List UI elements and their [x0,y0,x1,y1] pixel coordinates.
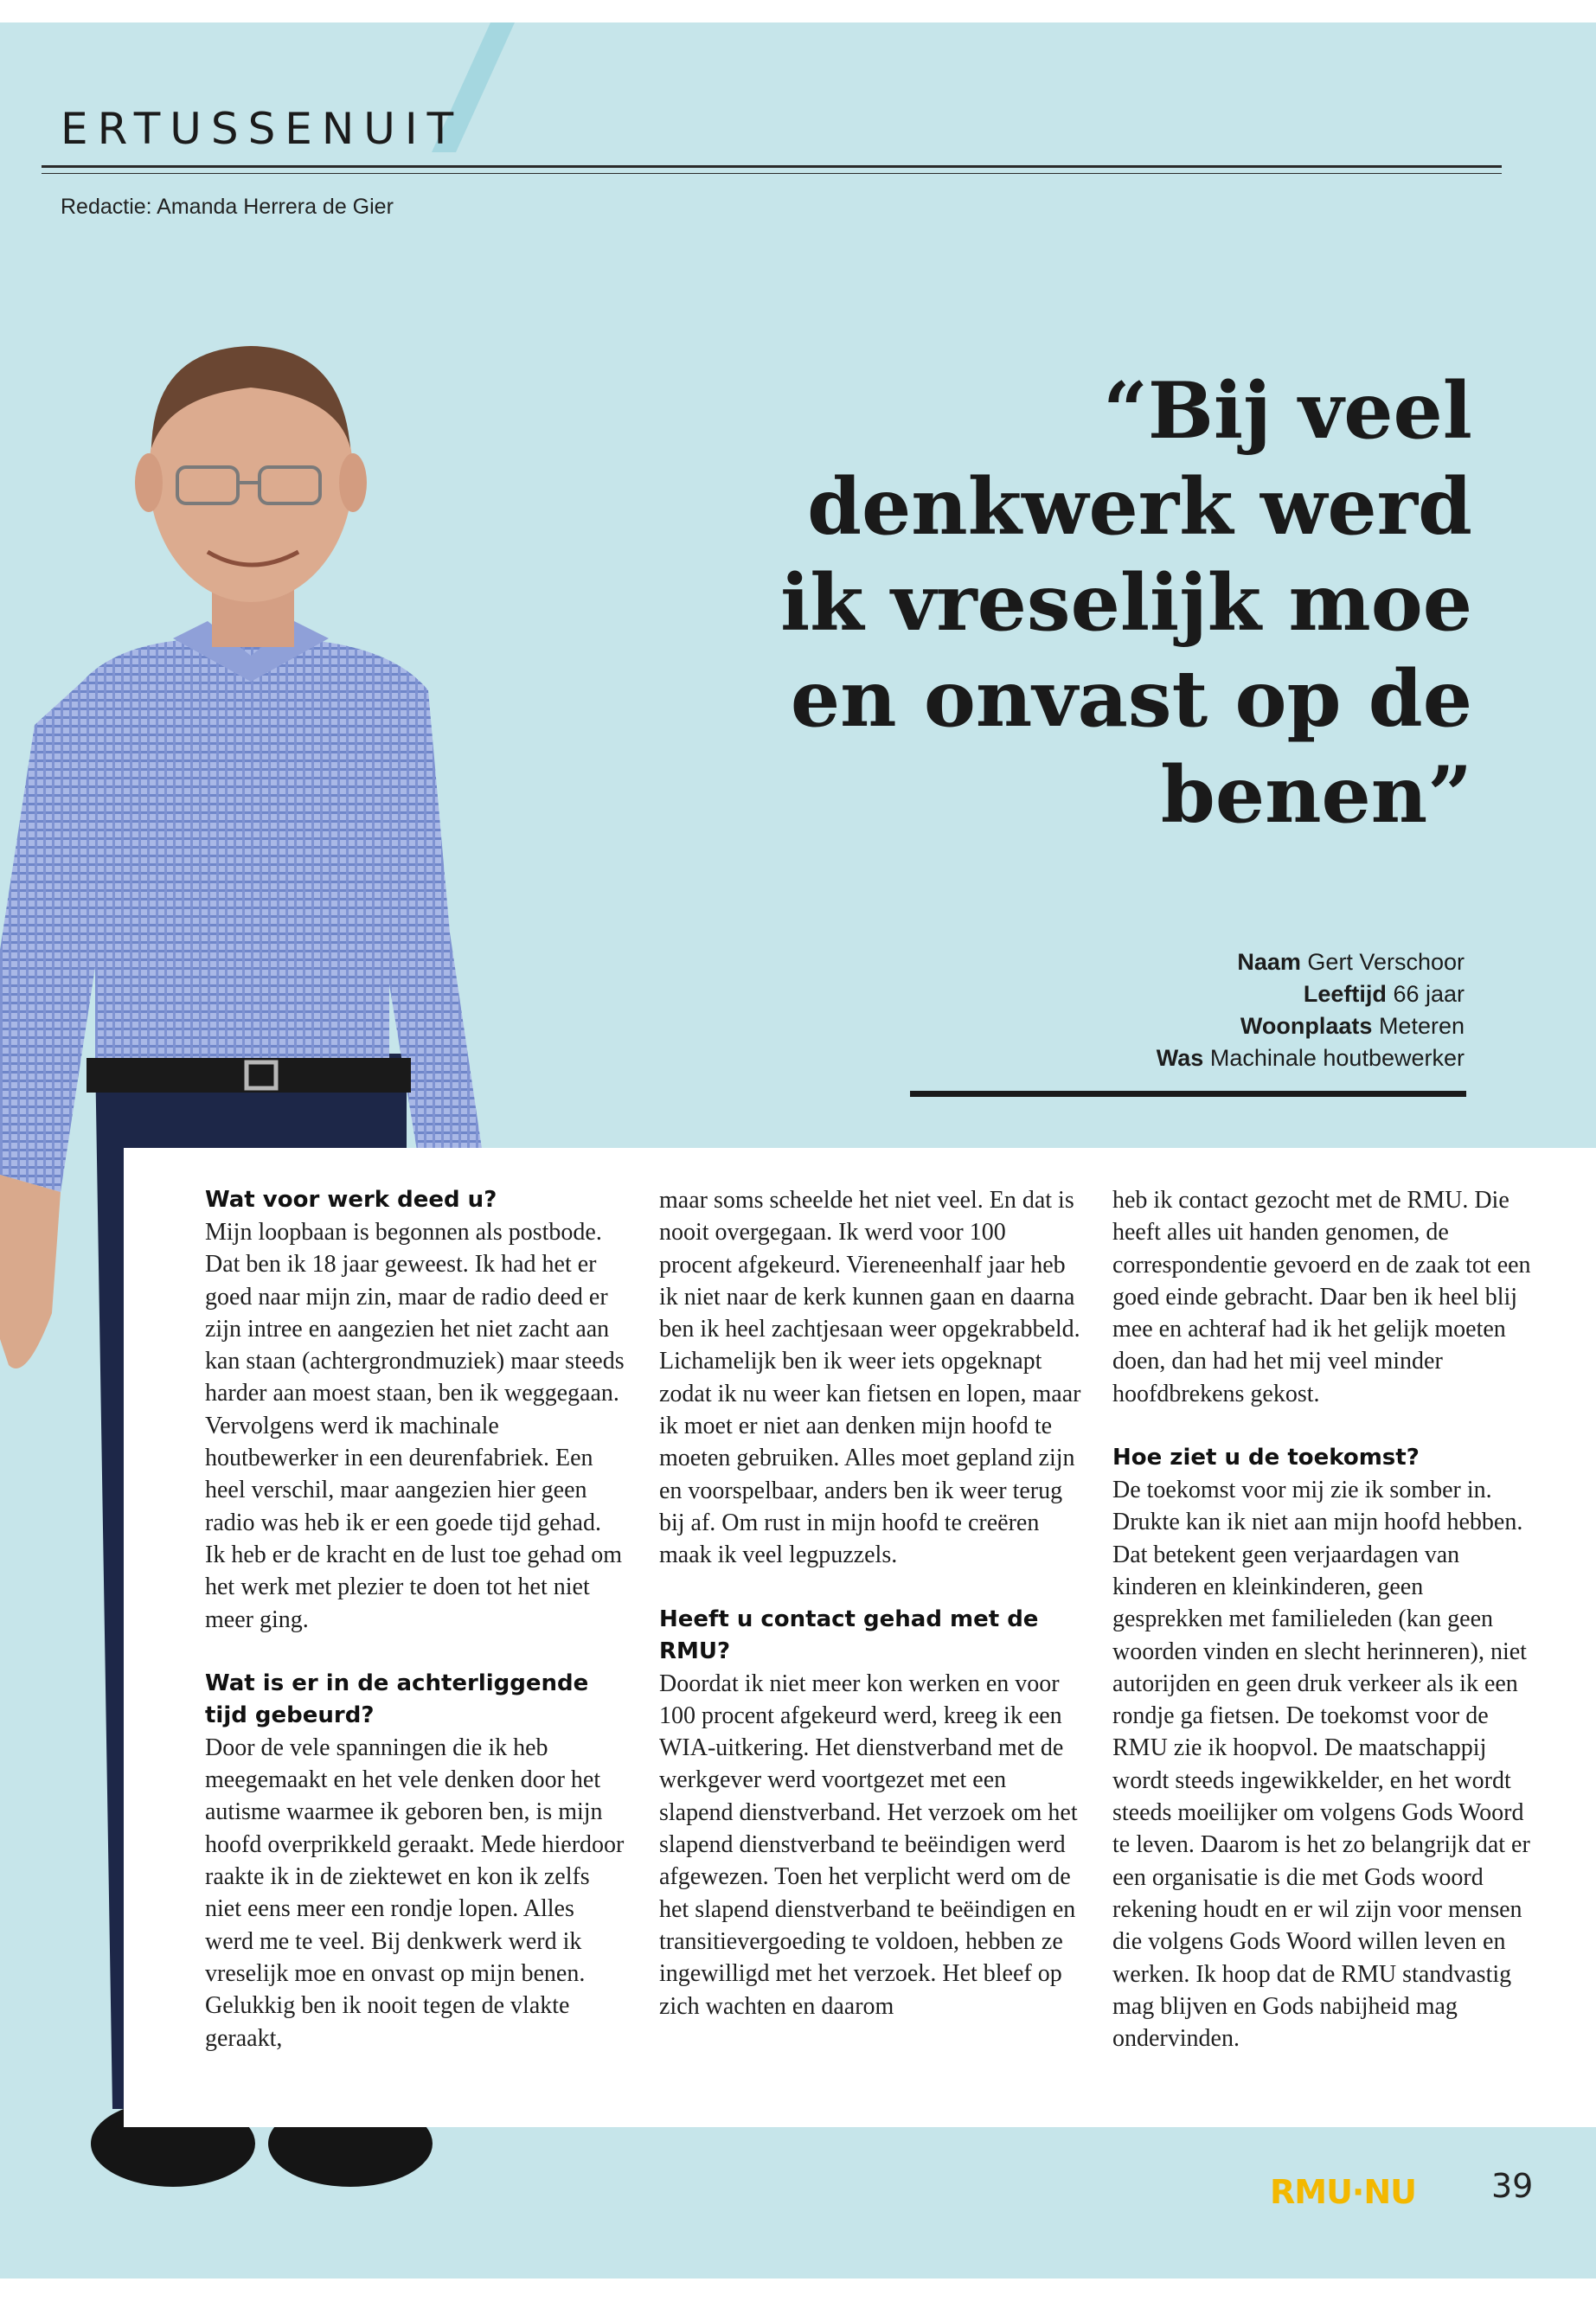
byline: Redactie: Amanda Herrera de Gier [61,195,394,219]
profile-label: Woonplaats [1240,1013,1373,1039]
profile-value: Gert Verschoor [1307,949,1465,975]
pull-quote: “Bij veel denkwerk werd ik vreselijk moe en onvast op de benen” [780,365,1472,841]
answer-paragraph: heb ik contact gezocht met de RMU. Die heeft alles uit handen genomen, de correspondentie gevoerd en de zaak tot een goed einde gebracht. Daar ben ik heel blij mee en achteraf had ik het gelijk moeten doen, dan had het mij veel minder hoofdbrekens gekost. [1112,1187,1531,1407]
profile-label: Naam [1237,949,1301,975]
question-heading: Hoe ziet u de toekomst? [1112,1445,1420,1471]
profile-value: 66 jaar [1393,981,1465,1007]
article-column-2 [659,1184,1081,2022]
profile-row-name [928,946,1465,978]
brand-logo: RMU·NU [1270,2173,1417,2211]
section-title: ERTUSSENUIT [61,104,464,154]
question-heading: Heeft u contact gehad met de RMU? [659,1606,1039,1664]
profile-row-occupation [928,1042,1465,1074]
profile-label: Leeftijd [1303,981,1387,1007]
answer-paragraph: De toekomst voor mij zie ik somber in. Drukte kan ik niet aan mijn hoofd hebben. Dat betekent geen verjaardagen van kinderen en kleinkinderen, geen gesprekken met familieleden (kan geen woorden vinden en slecht herinneren), niet autorijden en geen druk verkeer als ik een rondje ga fietsen. De toekomst voor de RMU zie ik hoopvol. De maatschappij wordt steeds ingewikkelder, en het wordt steeds moeilijker om volgens Gods Woord te leven. Daarom is het zo belangrijk dat er een organisatie is die met Gods woord rekening houdt en er wil zijn voor mensen die volgens Gods Woord willen leven en werken. Ik hoop dat de RMU standvastig mag blijven en Gods nabijheid mag ondervinden. [1112,1477,1530,2053]
profile-row-residence [928,1010,1465,1042]
answer-paragraph: Mijn loopbaan is begonnen als postbode. Dat ben ik 18 jaar geweest. Ik had het er goed naar mijn zin, maar de radio deed er zijn intree en aangezien het niet zacht aan kan staan (achtergrondmuziek) maar steeds harder aan moest staan, ben ik weggegaan. Vervolgens werd ik machinale houtbewerker in een deurenfabriek. Een heel verschil, maar aangezien hier geen radio was heb ik er een goede tijd gehad. Ik heb er de kracht en de lust toe gehad om het werk met plezier te doen tot het niet meer ging. [205,1219,625,1633]
profile-rule [910,1091,1466,1097]
profile-label: Was [1156,1045,1204,1071]
page-number: 39 [1491,2167,1534,2205]
header-rule [42,165,1502,168]
question-heading: Wat is er in de achterliggende tijd gebeurd? [205,1670,589,1728]
header-rule-thin [42,173,1502,174]
article-column-3 [1112,1184,1535,2054]
question-heading: Wat voor werk deed u? [205,1187,497,1213]
answer-paragraph: Door de vele spanningen die ik heb meegemaakt en het vele denken door het autisme waarmee ik geboren ben, is mijn hoofd overprikkeld geraakt. Mede hierdoor raakte ik in de ziektewet en kon ik zelfs niet eens meer een rondje lopen. Alles werd me te veel. Bij denkwerk werd ik vreselijk moe en onvast op mijn benen. Gelukkig ben ik nooit tegen de vlakte geraakt, [205,1734,625,2052]
answer-paragraph: Doordat ik niet meer kon werken en voor 100 procent afgekeurd werd, kreeg ik een WIA-uitkering. Het dienstverband met de werkgever werd voortgezet met een slapend dienstverband. Het verzoek om het slapend dienstverband te beëindigen werd afgewezen. Toen het verplicht werd om de het slapend dienstverband te beëindigen en transitievergoeding te voldoen, hebben ze ingewilligd met het verzoek. Het bleef op zich wachten en daarom [659,1670,1078,2020]
answer-paragraph: maar soms scheelde het niet veel. En dat is nooit overgegaan. Ik werd voor 100 procent afgekeurd. Viereneenhalf jaar heb ik niet naar de kerk kunnen gaan en daarna ben ik heel zachtjesaan weer opgekrabbeld. Lichamelijk ben ik weer iets opgeknapt zodat ik nu weer kan fietsen en lopen, maar ik moet er niet aan denken mijn hoofd te moeten gebruiken. Alles moet gepland zijn en voorspelbaar, anders ben ik weer terug bij af. Om rust in mijn hoofd te creëren maak ik veel legpuzzels. [659,1187,1081,1569]
article-column-1 [205,1184,627,2054]
profile-row-age [928,978,1465,1010]
profile-box [928,946,1465,1074]
profile-value: Machinale houtbewerker [1209,1045,1465,1071]
profile-value: Meteren [1378,1013,1465,1039]
